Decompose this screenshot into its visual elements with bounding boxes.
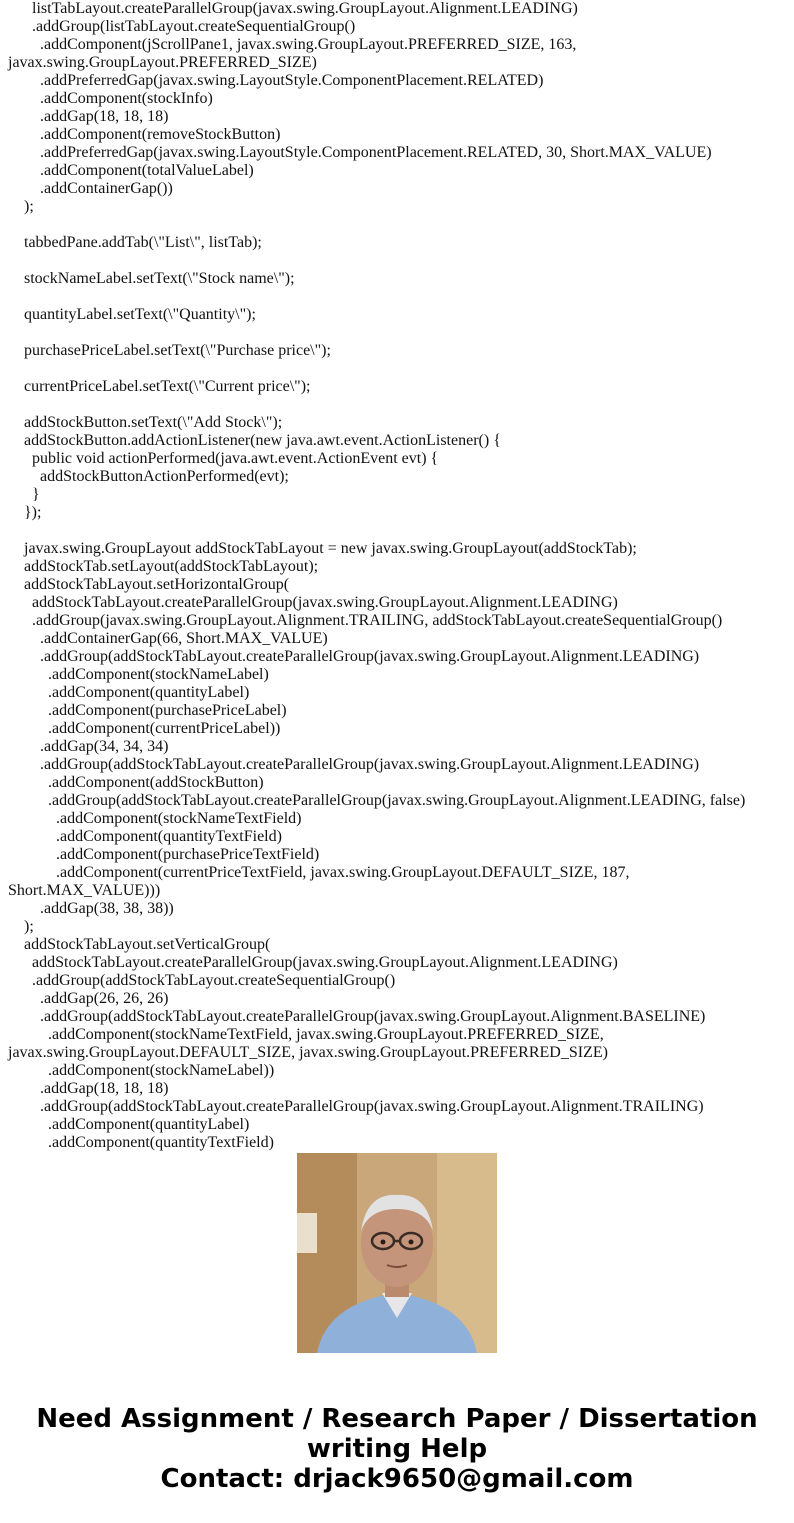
code-line: currentPriceLabel.setText(\"Current price\"); [8, 378, 311, 395]
code-line [0, 216, 794, 234]
code-line: } [8, 486, 40, 503]
code-line: .addComponent(stockNameTextField) [8, 810, 302, 827]
code-line: .addGap(18, 18, 18) [8, 1080, 169, 1097]
code-line: addStockButtonActionPerformed(evt); [8, 468, 289, 485]
code-line: .addComponent(purchasePriceLabel) [8, 702, 287, 719]
code-line: .addContainerGap()) [8, 180, 173, 197]
code-line: .addGap(18, 18, 18) [8, 108, 169, 125]
code-line: .addComponent(stockInfo) [8, 90, 213, 107]
code-line: .addComponent(purchasePriceTextField) [8, 846, 320, 863]
code-line: ); [8, 198, 34, 215]
code-line: quantityLabel.setText(\"Quantity\"); [8, 306, 256, 323]
author-photo [297, 1153, 497, 1353]
code-line: Short.MAX_VALUE))) [8, 882, 161, 899]
code-line: .addGroup(addStockTabLayout.createParallelGroup(javax.swing.GroupLayout.Alignment.LEADING) [8, 648, 700, 665]
code-line [0, 360, 794, 378]
portrait-image [297, 1153, 497, 1353]
code-line: }); [8, 504, 42, 521]
promo-line-1: Need Assignment / Research Paper / Dissertation [36, 1404, 758, 1434]
code-line: ); [8, 918, 34, 935]
code-line: .addGroup(addStockTabLayout.createParallelGroup(javax.swing.GroupLayout.Alignment.LEADING, false) [8, 792, 746, 809]
code-line: .addGroup(javax.swing.GroupLayout.Alignment.TRAILING, addStockTabLayout.createSequentialGroup() [8, 612, 723, 629]
code-line: .addComponent(stockNameTextField, javax.swing.GroupLayout.PREFERRED_SIZE, [8, 1026, 604, 1043]
code-line: purchasePriceLabel.setText(\"Purchase price\"); [8, 342, 331, 359]
code-line: .addComponent(stockNameLabel)) [8, 1062, 275, 1079]
code-line: .addComponent(quantityLabel) [8, 684, 250, 701]
promo-contact: Contact: drjack9650@gmail.com [160, 1464, 634, 1494]
code-line [0, 288, 794, 306]
code-line: .addComponent(stockNameLabel) [8, 666, 269, 683]
code-line: addStockButton.setText(\"Add Stock\"); [8, 414, 283, 431]
code-line: .addPreferredGap(javax.swing.LayoutStyle.ComponentPlacement.RELATED) [8, 72, 544, 89]
code-line [0, 324, 794, 342]
code-line: addStockTabLayout.createParallelGroup(javax.swing.GroupLayout.Alignment.LEADING) [8, 594, 618, 611]
code-line: addStockTabLayout.setVerticalGroup( [8, 936, 271, 953]
code-line [0, 522, 794, 540]
code-line: javax.swing.GroupLayout addStockTabLayout = new javax.swing.GroupLayout(addStockTab); [8, 540, 637, 557]
code-line: .addGroup(addStockTabLayout.createParallelGroup(javax.swing.GroupLayout.Alignment.BASELINE) [8, 1008, 706, 1025]
code-line: addStockButton.addActionListener(new java.awt.event.ActionListener() { [8, 432, 501, 449]
code-line: stockNameLabel.setText(\"Stock name\"); [8, 270, 295, 287]
code-line: .addComponent(totalValueLabel) [8, 162, 254, 179]
code-line [0, 396, 794, 414]
code-line: .addComponent(jScrollPane1, javax.swing.GroupLayout.PREFERRED_SIZE, 163, [8, 36, 577, 53]
code-line: .addGap(38, 38, 38)) [8, 900, 174, 917]
code-line: .addComponent(currentPriceLabel)) [8, 720, 281, 737]
code-line: .addComponent(quantityTextField) [8, 1134, 274, 1151]
code-line: .addGroup(addStockTabLayout.createSequentialGroup() [8, 972, 396, 989]
code-line: .addGap(34, 34, 34) [8, 738, 169, 755]
code-line [0, 252, 794, 270]
code-line: .addGroup(listTabLayout.createSequentialGroup() [8, 18, 356, 35]
code-line: .addGroup(addStockTabLayout.createParallelGroup(javax.swing.GroupLayout.Alignment.LEADING) [8, 756, 700, 773]
code-line: addStockTab.setLayout(addStockTabLayout); [8, 558, 319, 575]
code-line: addStockTabLayout.setHorizontalGroup( [8, 576, 290, 593]
code-line: public void actionPerformed(java.awt.event.ActionEvent evt) { [8, 450, 439, 467]
code-line: addStockTabLayout.createParallelGroup(javax.swing.GroupLayout.Alignment.LEADING) [8, 954, 618, 971]
code-line: .addGap(26, 26, 26) [8, 990, 169, 1007]
code-line: .addComponent(addStockButton) [8, 774, 264, 791]
promo-banner [0, 1404, 794, 1494]
code-line: .addComponent(quantityTextField) [8, 828, 282, 845]
code-line: javax.swing.GroupLayout.DEFAULT_SIZE, javax.swing.GroupLayout.PREFERRED_SIZE) [8, 1044, 608, 1061]
code-line: tabbedPane.addTab(\"List\", listTab); [8, 234, 262, 251]
code-line: javax.swing.GroupLayout.PREFERRED_SIZE) [8, 54, 317, 71]
promo-line-2: writing Help [306, 1434, 488, 1464]
code-line: .addComponent(quantityLabel) [8, 1116, 250, 1133]
code-line: .addComponent(currentPriceTextField, javax.swing.GroupLayout.DEFAULT_SIZE, 187, [8, 864, 630, 881]
code-line: .addComponent(removeStockButton) [8, 126, 281, 143]
code-line: listTabLayout.createParallelGroup(javax.swing.GroupLayout.Alignment.LEADING) [8, 0, 578, 17]
code-line: .addPreferredGap(javax.swing.LayoutStyle.ComponentPlacement.RELATED, 30, Short.MAX_VALUE) [8, 144, 712, 161]
code-line: .addContainerGap(66, Short.MAX_VALUE) [8, 630, 328, 647]
code-line: .addGroup(addStockTabLayout.createParallelGroup(javax.swing.GroupLayout.Alignment.TRAILING) [8, 1098, 704, 1115]
